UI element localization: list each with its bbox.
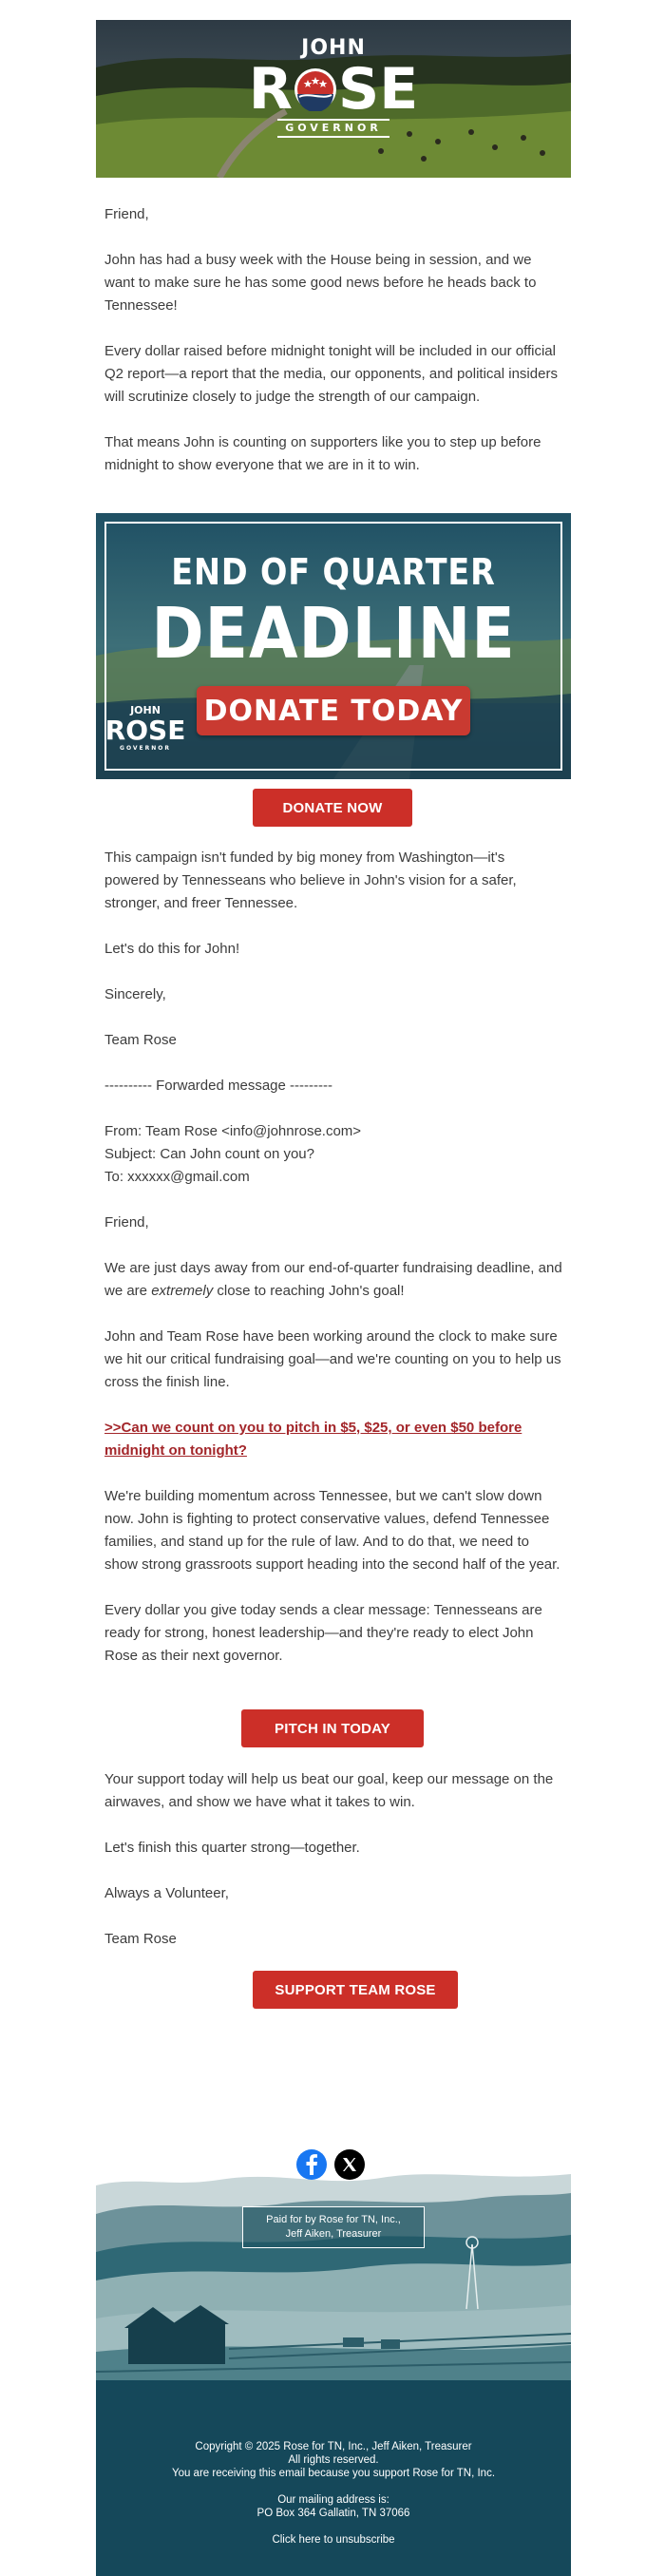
forwarded-subject: Subject: Can John count on you? <box>104 1146 314 1162</box>
body2-p1-text-b: close to reaching John's goal! <box>213 1283 405 1299</box>
paid-for-box <box>242 2206 425 2248</box>
body-section-1 <box>104 847 562 1189</box>
footer-reason: You are receiving this email because you support Rose for TN, Inc. <box>171 2468 496 2479</box>
intro-paragraph-3: That means John is counting on supporters like you to step up before midnight to show everyone that we are in it to win. <box>104 434 542 473</box>
signature: Team Rose <box>104 1032 177 1048</box>
logo-subtitle: GOVERNOR <box>277 119 390 138</box>
body-section-2 <box>104 1212 562 1668</box>
banner-donate-cta[interactable]: DONATE TODAY <box>197 686 470 735</box>
banner-logo-last: ROSE <box>104 715 186 746</box>
forwarded-to: To: xxxxxx@gmail.com <box>104 1169 250 1185</box>
intro-section <box>104 203 562 477</box>
intro-paragraph-2: Every dollar raised before midnight tonight will be included in our official Q2 report—a report that the media, our opponents, and political insiders will scrutinize closely to judge the strength of our campaign. <box>104 343 558 405</box>
body2-paragraph-4: Every dollar you give today sends a clear message: Tennesseans are ready for strong, honest leadership—and they're ready to elect John Rose as their next governor. <box>104 1602 542 1664</box>
donate-now-button[interactable]: DONATE NOW <box>253 789 412 827</box>
body3-signoff: Always a Volunteer, <box>104 1885 229 1901</box>
body3-paragraph-1: Your support today will help us beat our goal, keep our message on the airwaves, and show we have what it takes to win. <box>104 1771 554 1810</box>
body2-paragraph-2: John and Team Rose have been working around the clock to make sure we hit our critical fundraising goal—and we're counting on you to help us cross the finish line. <box>104 1328 561 1390</box>
footer-mailing-label: Our mailing address is: <box>277 2494 390 2506</box>
logo-tn-seal-icon <box>294 67 337 111</box>
signoff: Sincerely, <box>104 986 166 1002</box>
footer-legal <box>96 2440 571 2547</box>
banner-line-1: END OF QUARTER <box>171 551 496 593</box>
body2-p1-emphasis: extremely <box>151 1283 214 1299</box>
logo-last-name-se: SE <box>338 56 419 123</box>
footer-rights: All rights reserved. <box>288 2454 379 2466</box>
banner-logo-first: JOHN <box>130 704 161 716</box>
greeting: Friend, <box>104 206 149 222</box>
logo-first-name: JOHN <box>301 36 366 60</box>
body2-greeting: Friend, <box>104 1214 149 1231</box>
body3-signature: Team Rose <box>104 1931 177 1947</box>
forwarded-divider: ---------- Forwarded message --------- <box>104 1078 332 1094</box>
paid-for-line-2: Jeff Aiken, Treasurer <box>285 2228 382 2240</box>
body2-paragraph-1 <box>104 1257 562 1303</box>
banner-line-2: DEADLINE <box>151 593 516 675</box>
facebook-icon[interactable] <box>296 2149 327 2180</box>
body1-paragraph-1: This campaign isn't funded by big money from Washington—it's powered by Tennesseans who believe in John's vision for a safer, stronger, and freer Tennessee. <box>104 849 517 911</box>
banner-logo-sub: GOVERNOR <box>120 745 171 752</box>
header-banner[interactable] <box>96 20 571 178</box>
deadline-banner[interactable] <box>96 513 571 779</box>
intro-paragraph-1: John has had a busy week with the House being in session, and we want to make sure he has some good news before he heads back to Tennessee! <box>104 252 537 314</box>
x-twitter-icon[interactable] <box>334 2149 365 2180</box>
forwarded-from: From: Team Rose <info@johnrose.com> <box>104 1123 362 1139</box>
banner-logo <box>102 705 189 770</box>
body-section-3 <box>104 1768 562 1951</box>
logo-last-name-r: R <box>248 56 293 123</box>
body2-p1-text-a: We are just days away from our end-of-quarter fundraising deadline, and we are <box>104 1260 562 1299</box>
paid-for-line-1: Paid for by Rose for TN, Inc., <box>266 2214 401 2225</box>
support-team-rose-button[interactable]: SUPPORT TEAM ROSE <box>253 1971 458 2009</box>
body3-paragraph-2: Let's finish this quarter strong—together. <box>104 1840 360 1856</box>
unsubscribe-link[interactable]: Click here to unsubscribe <box>272 2534 395 2546</box>
footer-address: PO Box 364 Gallatin, TN 37066 <box>256 2508 410 2519</box>
pitch-in-link[interactable]: >>Can we count on you to pitch in $5, $25, or even $50 before midnight on tonight? <box>104 1420 522 1459</box>
header-logo <box>238 37 428 161</box>
footer <box>96 2138 571 2576</box>
pitch-in-today-button[interactable]: PITCH IN TODAY <box>241 1709 424 1747</box>
body1-paragraph-2: Let's do this for John! <box>104 941 240 957</box>
footer-copyright: Copyright © 2025 Rose for TN, Inc., Jeff Aiken, Treasurer <box>195 2441 472 2452</box>
body2-paragraph-3: We're building momentum across Tennessee, but we can't slow down now. John is fighting to protect conservative values, defend Tennessee families, and stand up for the rule of law. And to do that, we need to show strong grassroots support heading into the second half of the year. <box>104 1488 560 1573</box>
